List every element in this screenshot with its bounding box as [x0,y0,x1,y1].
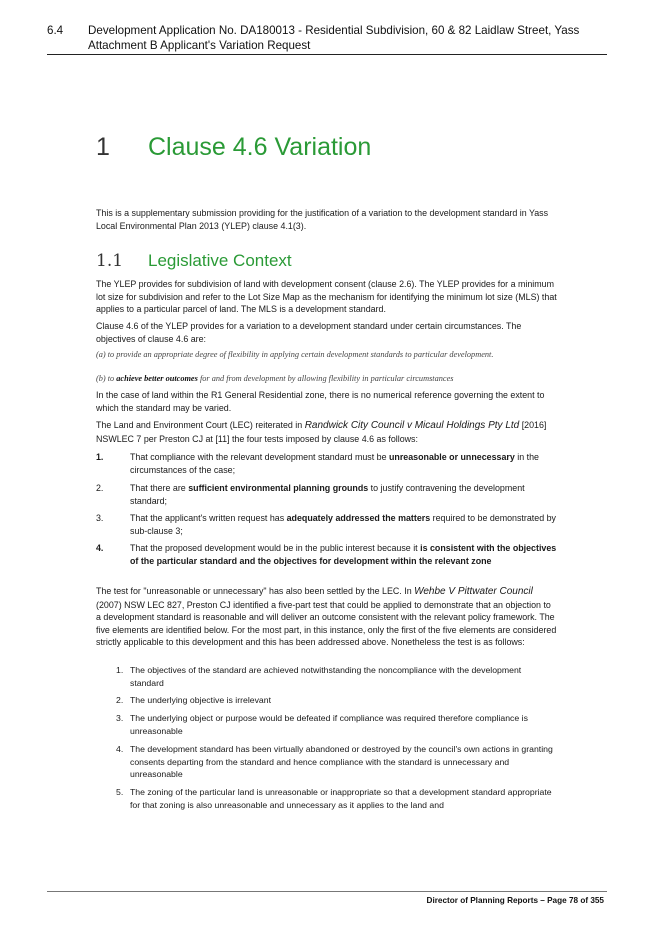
section-heading [96,132,372,162]
list-number: 4. [116,744,124,754]
header-text [88,24,608,53]
list-text-pre: That the proposed development would be in the public interest because it [130,543,418,553]
subsection-title: Legislative Context [148,251,292,270]
wehbe-prefix: The test for "unreasonable or unnecessary" has also been settled by the LEC. In [96,586,412,596]
list-text [130,512,558,537]
list-number: 2. [116,695,124,705]
list-text [130,451,558,476]
list-text-bold: is consistent with the objectives of the particular standard and the objectives for development within the relevant zone [130,543,557,566]
list-text-post: in the circumstances of the case; [130,452,539,475]
paragraph-r1-zone: In the case of land within the R1 General Residential zone, there is no numerical reference governing the extent to which the standard may be varied. [96,390,545,413]
footer-divider [47,891,607,892]
header-divider [47,54,607,55]
list-number: 2. [96,483,104,493]
list-text [130,542,558,567]
objective-b-bold: achieve better outcomes [116,374,198,383]
list-text-pre: That the applicant's written request has [130,513,285,523]
header-line-1: Development Application No. DA180013 - Residential Subdivision, 60 & 82 Laidlaw Street, Yass [88,24,580,37]
list-number: 1. [96,452,104,462]
subsection-heading [96,251,292,271]
objective-a: (a) to provide an appropriate degree of flexibility in applying certain development standards to particular development. [96,350,494,359]
wehbe-suffix: (2007) NSW LEC 827, Preston CJ identified a five-part test that could be applied to demonstrate that an objection to a development standard is reasonable and will deliver an outcome consistent with the relevant policy framework. The five elements are identified below. For the most part, in this instance, only the first of the five elements are considered strictly applicable to this development and this has been addressed above. Nonetheless the test is as follows: [96,599,557,647]
list-number: 5. [116,787,124,797]
list-text-bold: adequately addressed the matters [286,513,431,523]
list-text: The objectives of the standard are achieved notwithstanding the noncompliance with the development standard [130,665,522,688]
paragraph-subdivision: The YLEP provides for subdivision of land with development consent (clause 2.6). The YLEP provides for a minimum lot size for subdivision and refer to the Lot Size Map as the mechanism for identifying the minimum lot size (MLS) that applies to a particular parcel of land. The MLS is a development standard. [96,279,557,314]
list-number: 3. [96,513,104,523]
section-title: Clause 4.6 Variation [148,133,372,161]
list-number: 1. [116,665,124,675]
lec-prefix: The Land and Environment Court (LEC) reiterated in [96,420,303,430]
list-text [130,482,558,507]
header-line-2: Attachment B Applicant's Variation Request [88,38,311,52]
paragraph-objectives: Clause 4.6 of the YLEP provides for a variation to a development standard under certain circumstances. The objectives of clause 4.6 are: [96,321,522,344]
paragraph-wehbe [96,585,558,649]
objective-b-suffix: for and from development by allowing flexibility in particular circumstances [199,374,454,383]
header-item-number: 6.4 [47,24,64,37]
list-text-pre: That compliance with the relevant development standard must be [130,452,387,462]
list-text-post: required to be demonstrated by sub-clause 3; [130,513,556,536]
list-text: The development standard has been virtually abandoned or destroyed by the council's own actions in granting consents departing from the standard and hence compliance with the standard is unnecessary and unreasonable [130,744,553,779]
subsection-number: 1.1 [96,251,124,271]
case-name-wehbe: Wehbe V Pittwater Council [414,586,533,597]
list-text: The underlying object or purpose would be defeated if compliance was required therefore compliance is unreasonable [130,713,528,736]
list-text-pre: That there are [130,483,186,493]
list-text: The underlying objective is irrelevant [130,695,272,705]
objective-b-prefix: (b) to [96,374,115,383]
list-text-bold: unreasonable or unnecessary [389,452,515,462]
paragraph-lec [96,419,558,445]
list-text-post: to justify contravening the development standard; [130,483,525,506]
list-text: The zoning of the particular land is unreasonable or inappropriate so that a development standard appropriate for that zoning is also unreasonable and unnecessary as it applies to the land and [130,787,552,810]
list-number: 3. [116,713,124,723]
list-text-bold: sufficient environmental planning grounds [188,483,369,493]
case-name-randwick: Randwick City Council v Micaul Holdings Pty Ltd [304,420,520,431]
objective-b [96,373,558,384]
intro-paragraph: This is a supplementary submission providing for the justification of a variation to the development standard in Yass Local Environmental Plan 2013 (YLEP) clause 4.1(3). [96,208,549,231]
section-number: 1 [96,133,110,161]
list-number: 4. [96,543,104,553]
lec-suffix: [2016] NSWLEC 7 per Preston CJ at [11] the four tests imposed by clause 4.6 as follows: [96,420,547,444]
page-footer: Director of Planning Reports – Page 78 of 355 [426,896,604,905]
